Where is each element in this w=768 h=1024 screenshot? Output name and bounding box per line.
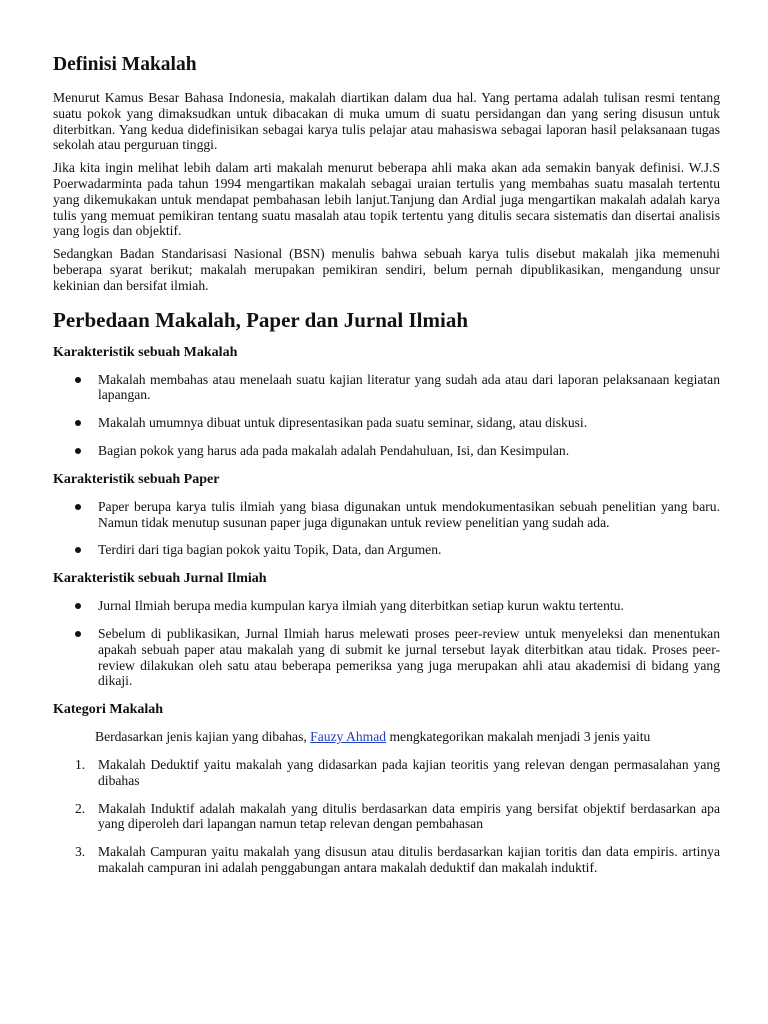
list-item-text: Sebelum di publikasikan, Jurnal Ilmiah harus melewati proses peer-review untuk menyeleksi dan menentukan apakah sebuah paper atau makalah yang di submit ke jurnal tersebut layak diterbitkan atau tidak. Proses peer-review dilakukan oleh satu atau beberapa pemeriksa yang juga merupakan ahli atau akademisi di bidang yang dikaji. bbox=[98, 625, 720, 689]
list-item-text: Jurnal Ilmiah berupa media kumpulan karya ilmiah yang diterbitkan setiap kurun waktu tertentu. bbox=[98, 598, 624, 614]
list-item-text: Paper berupa karya tulis ilmiah yang biasa digunakan untuk mendokumentasikan sebuah penelitian yang baru. Namun tidak menutup susunan paper juga digunakan untuk review penelitian yang sudah ada. bbox=[98, 498, 720, 530]
list-item bbox=[53, 626, 720, 689]
list-paper bbox=[53, 499, 720, 558]
list-number: 2. bbox=[75, 800, 86, 816]
list-item bbox=[53, 372, 720, 404]
list-item bbox=[53, 801, 720, 833]
author-link[interactable]: Fauzy Ahmad bbox=[310, 729, 387, 745]
paragraph-1: Menurut Kamus Besar Bahasa Indonesia, makalah diartikan dalam dua hal. Yang pertama adalah tulisan resmi tentang suatu pokok yang dimaksudkan untuk dibacakan di muka umum di suatu persidangan dan yang sering disusun untuk diterbitkan. Yang kedua didefinisikan sebagai karya tulis pelajar atau mahasiswa sebagai laporan hasil pelaksanaan tugas sekolah atau perguruan tinggi. bbox=[53, 90, 720, 153]
list-item-text: Makalah Deduktif yaitu makalah yang didasarkan pada kajian teoritis yang relevan dengan permasalahan yang dibahas bbox=[98, 756, 720, 788]
list-item-text: Makalah Campuran yaitu makalah yang disusun atau ditulis berdasarkan kajian toritis dan data empiris. artinya makalah campuran ini adalah penggabungan antara makalah deduktif dan makalah induktif. bbox=[98, 844, 720, 875]
list-item bbox=[53, 598, 720, 614]
list-item bbox=[53, 499, 720, 531]
list-jurnal bbox=[53, 598, 720, 689]
bullet-icon bbox=[75, 420, 81, 426]
list-item bbox=[53, 757, 720, 789]
list-item-text: Makalah membahas atau menelaah suatu kajian literatur yang sudah ada atau dari laporan pelaksanaan kegiatan lapangan. bbox=[98, 371, 720, 403]
list-item-text: Makalah Induktif adalah makalah yang ditulis berdasarkan data empiris yang bersifat objektif berdasarkan apa yang diperoleh dari lapangan namun tetap relevan dengan pembahasan bbox=[98, 800, 720, 832]
list-makalah bbox=[53, 372, 720, 459]
heading-definisi-makalah: Definisi Makalah bbox=[53, 54, 197, 75]
bullet-icon bbox=[75, 603, 81, 609]
bullet-icon bbox=[75, 504, 81, 510]
subheading-kategori: Kategori Makalah bbox=[53, 702, 164, 718]
list-item-text: Bagian pokok yang harus ada pada makalah adalah Pendahuluan, Isi, dan Kesimpulan. bbox=[98, 442, 570, 458]
bullet-icon bbox=[75, 448, 81, 454]
subheading-jurnal: Karakteristik sebuah Jurnal Ilmiah bbox=[53, 571, 267, 587]
bullet-icon bbox=[75, 547, 81, 553]
document-content bbox=[53, 52, 720, 888]
subheading-paper: Karakteristik sebuah Paper bbox=[53, 471, 220, 487]
list-item bbox=[53, 443, 720, 459]
intro-text-after: mengkategorikan makalah menjadi 3 jenis yaitu bbox=[386, 729, 651, 745]
list-kategori bbox=[53, 757, 720, 876]
list-number: 3. bbox=[75, 844, 86, 860]
subheading-makalah: Karakteristik sebuah Makalah bbox=[53, 344, 238, 360]
list-number: 1. bbox=[75, 756, 86, 772]
list-item bbox=[53, 415, 720, 431]
list-item bbox=[53, 844, 720, 876]
intro-text-before: Berdasarkan jenis kajian yang dibahas, bbox=[95, 729, 311, 745]
list-item-text: Terdiri dari tiga bagian pokok yaitu Topik, Data, dan Argumen. bbox=[98, 542, 442, 558]
paragraph-3: Sedangkan Badan Standarisasi Nasional (BSN) menulis bahwa sebuah karya tulis disebut makalah jika memenuhi beberapa syarat berikut; makalah merupakan pemikiran sendiri, belum pernah dipublikasikan, mengandung unsur kekinian dan bersifat ilmiah. bbox=[53, 246, 720, 293]
kategori-intro bbox=[53, 729, 720, 745]
list-item bbox=[53, 542, 720, 558]
bullet-icon bbox=[75, 631, 81, 637]
bullet-icon bbox=[75, 377, 81, 383]
heading-perbedaan: Perbedaan Makalah, Paper dan Jurnal Ilmiah bbox=[53, 307, 468, 332]
paragraph-2: Jika kita ingin melihat lebih dalam arti makalah menurut beberapa ahli maka akan ada semakin banyak definisi. W.J.S Poerwadarminta pada tahun 1994 mengartikan makalah sebagai uraian tertulis yang membahas suatu masalah tertentu yang dikemukakan untuk mendapat pembahasan lebih lanjut.Tanjung dan Ardial juga mengartikan makalah adalah karya tulis yang memuat pemikiran tentang suatu masalah atau topik tertentu yang ditulis secara sistematis dan disertai analisis yang logis dan objektif. bbox=[53, 160, 720, 239]
list-item-text: Makalah umumnya dibuat untuk dipresentasikan pada suatu seminar, sidang, atau diskusi. bbox=[98, 415, 588, 431]
